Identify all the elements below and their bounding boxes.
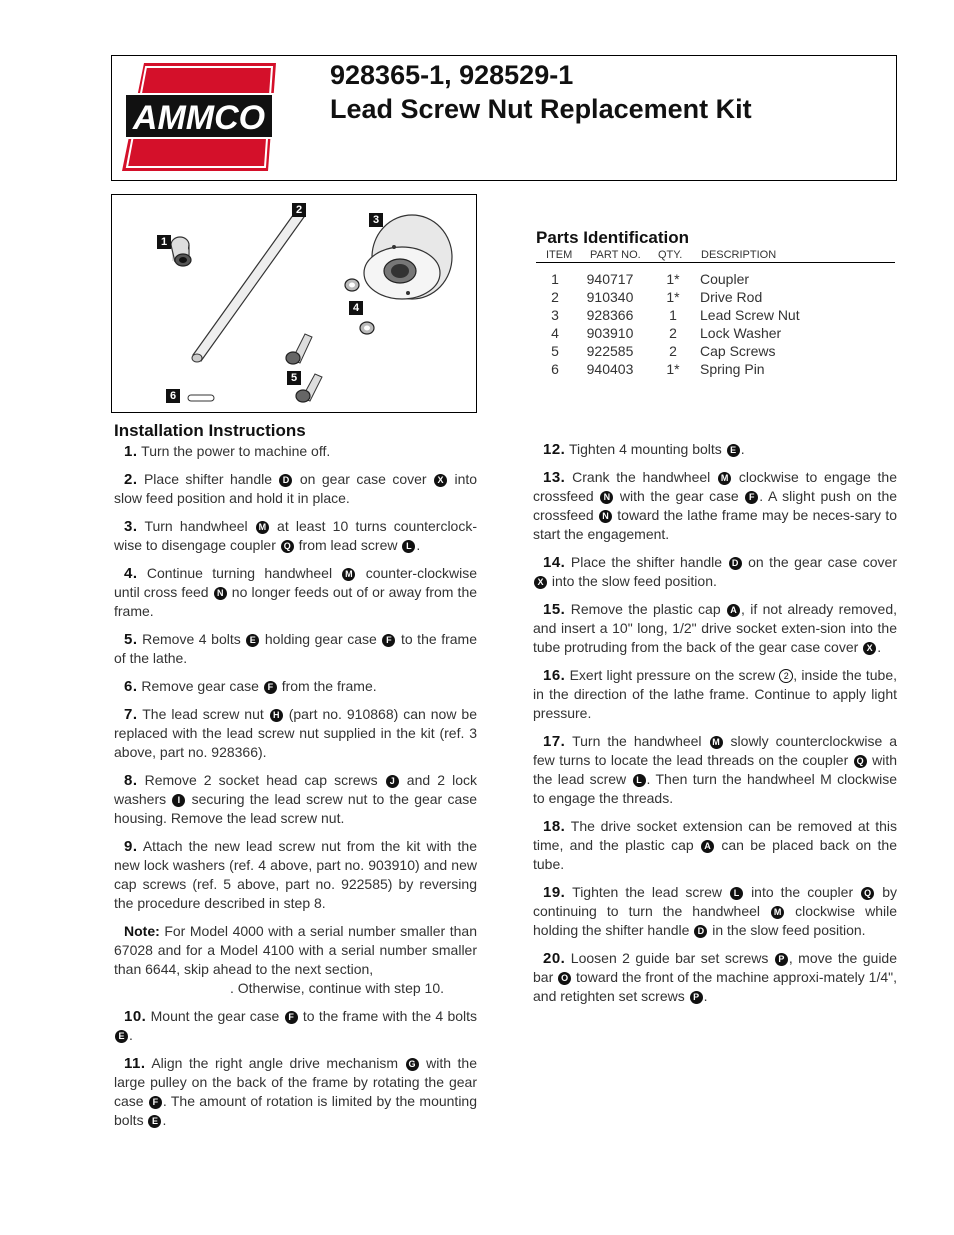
cell-part-no: 922585 — [586, 343, 634, 359]
callout-icon: P — [690, 991, 703, 1004]
cell-item: 1 — [551, 271, 559, 287]
callout-icon: L — [633, 774, 646, 787]
cell-description: Lead Screw Nut — [700, 307, 800, 323]
step-7: 7. The lead screw nut H (part no. 910868) can now be replaced with the lead screw nut supplied in the kit (ref. 3 above, part no. 928366). — [114, 706, 477, 760]
step-8: 8. Remove 2 socket head cap screws J and 2 lock washers I securing the lead screw nut to the gear case housing. Remove the lead screw nut. — [114, 772, 478, 826]
cell-item: 6 — [551, 361, 559, 377]
table-row — [536, 324, 895, 342]
cell-part-no: 940717 — [586, 271, 634, 287]
callout-icon: D — [729, 557, 742, 570]
logo-text: AMMCO — [132, 99, 266, 137]
cell-description: Coupler — [700, 271, 750, 287]
step-16: 16. Exert light pressure on the screw 2 , inside the tube, in the direction of the lathe frame. Continue to apply light pressure. — [533, 667, 898, 721]
parts-identification — [536, 228, 895, 378]
parts-heading: Parts Identification — [536, 228, 690, 247]
step-19: 19. Tighten the lead screw L into the coupler Q by continuing to turn the handwheel M clockwise while holding the shifter handle D in the slow feed position. — [533, 884, 898, 938]
cell-part-no: 940403 — [586, 361, 634, 377]
callout-icon: E — [727, 444, 740, 457]
callout-icon: N — [214, 587, 227, 600]
callout-icon: M — [771, 906, 784, 919]
callout-icon: M — [710, 736, 723, 749]
callout-icon: E — [115, 1030, 128, 1043]
callout-icon: H — [270, 709, 283, 722]
callout-icon: L — [402, 540, 415, 553]
callout-icon: F — [285, 1011, 298, 1024]
callout-icon: P — [775, 953, 788, 966]
step-3: 3. Turn handwheel M at least 10 turns counterclock-wise to disengage coupler Q from lead screw L . — [114, 518, 478, 553]
step-9: 9. Attach the new lead screw nut from the kit with the new lock washers (ref. 4 above, part no. 903910) and new cap screws (ref. 5 above, part no. 922585) by reversing the procedure described in step 8. — [114, 838, 477, 911]
item-label-3: 3 — [369, 213, 383, 227]
installation-heading: Installation Instructions — [114, 421, 306, 440]
callout-icon: Q — [854, 755, 867, 768]
callout-icon: A — [701, 840, 714, 853]
title-part-numbers: 928365-1, 928529-1 — [330, 60, 574, 90]
callout-icon: X — [534, 576, 547, 589]
callout-icon: M — [342, 568, 355, 581]
callout-icon: E — [246, 634, 259, 647]
cell-description: Drive Rod — [700, 289, 763, 305]
callout-icon: X — [863, 642, 876, 655]
item-label-5: 5 — [287, 371, 301, 385]
item-label-1: 1 — [157, 235, 171, 249]
callout-icon: O — [558, 972, 571, 985]
cell-qty: 1* — [666, 361, 680, 377]
callout-icon: A — [727, 604, 740, 617]
callout-icon: I — [172, 794, 185, 807]
step-5: 5. Remove 4 bolts E holding gear case F to the frame of the lathe. — [114, 631, 478, 666]
step-6: 6. Remove gear case F from the frame. — [124, 678, 377, 695]
callout-icon: D — [694, 925, 707, 938]
callout-icon: M — [256, 521, 269, 534]
step-14: 14. Place the shifter handle D on the gear case cover X into the slow feed position. — [533, 553, 897, 591]
cell-description: Cap Screws — [700, 343, 776, 359]
table-row — [536, 288, 895, 306]
parts-table-body — [536, 270, 895, 378]
parts-table-header — [536, 249, 895, 263]
cell-part-no: 928366 — [586, 307, 634, 323]
cell-description: Lock Washer — [700, 325, 782, 341]
cell-item: 2 — [551, 289, 559, 305]
item-label-2: 2 — [292, 203, 306, 217]
coupler-drawing — [171, 237, 191, 266]
callout-icon: M — [718, 472, 731, 485]
step-11: 11. Align the right angle drive mechanism G with the large pulley on the back of the frame by rotating the gear case F . The amount of rotation is limited by the mounting bolts E . — [114, 1055, 478, 1128]
cell-part-no: 903910 — [586, 325, 634, 341]
step-20: 20. Loosen 2 guide bar set screws P , move the guide bar O toward the front of the machine approxi-mately 1/4", and retighten set screws P . — [533, 950, 898, 1004]
ammco-logo — [122, 63, 276, 171]
cell-item: 5 — [551, 343, 559, 359]
col-qty: QTY. — [658, 249, 683, 261]
cell-qty: 1 — [669, 307, 677, 323]
col-item: ITEM — [546, 249, 573, 261]
callout-icon: Q — [861, 887, 874, 900]
callout-icon: 2 — [779, 669, 793, 683]
callout-icon: E — [148, 1115, 161, 1128]
spring-pin-drawing — [188, 395, 214, 401]
table-row — [536, 306, 895, 324]
instructions-right-column — [533, 440, 897, 1015]
step-12: 12. Tighten 4 mounting bolts E . — [543, 441, 745, 458]
cell-item: 4 — [551, 325, 559, 341]
cell-description: Spring Pin — [700, 361, 765, 377]
table-row — [536, 270, 895, 288]
callout-icon: F — [382, 634, 395, 647]
callout-icon: F — [264, 681, 277, 694]
cell-part-no: 910340 — [586, 289, 634, 305]
item-label-4: 4 — [349, 301, 363, 315]
callout-icon: X — [434, 474, 447, 487]
item-label-6: 6 — [166, 389, 180, 403]
step-18: 18. The drive socket extension can be removed at this time, and the plastic cap A can be placed back on the tube. — [533, 818, 898, 872]
step-17: 17. Turn the handwheel M slowly counterclockwise a few turns to locate the lead threads on the coupler Q with the lead screw L . Then turn the handwheel M clockwise to engage the threads. — [533, 733, 898, 806]
step-4: 4. Continue turning handwheel M counter-clockwise until cross feed N no longer feeds out of or away from the frame. — [114, 565, 478, 619]
note: Note: For Model 4000 with a serial number smaller than 67028 and for a Model 4100 with a serial number smaller than 6644, skip ahead to the next section, . Otherwise, continue with step 10. — [114, 923, 477, 996]
cell-qty: 2 — [669, 325, 677, 341]
title-kit-name: Lead Screw Nut Replacement Kit — [330, 94, 752, 124]
lead-screw-nut-drawing — [364, 215, 452, 299]
callout-icon: G — [406, 1058, 419, 1071]
callout-icon: F — [149, 1096, 162, 1109]
callout-icon: F — [745, 491, 758, 504]
callout-icon: N — [600, 491, 613, 504]
table-row — [536, 342, 895, 360]
cell-qty: 2 — [669, 343, 677, 359]
cell-qty: 1* — [666, 289, 680, 305]
cap-screw-drawing — [286, 334, 322, 402]
drive-rod-drawing — [192, 211, 304, 362]
step-1: 1. Turn the power to machine off. — [124, 443, 331, 460]
col-description: DESCRIPTION — [701, 249, 777, 261]
callout-icon: L — [730, 887, 743, 900]
step-15: 15. Remove the plastic cap A , if not already removed, and insert a 10" long, 1/2" drive socket exten-sion into the tube protruding from the back of the gear case cover X . — [533, 601, 898, 655]
step-13: 13. Crank the handwheel M clockwise to engage the crossfeed N with the gear case F . A slight push on the crossfeed N toward the lathe frame may be neces-sary to start the engagement. — [533, 469, 898, 542]
parts-figure — [111, 194, 477, 413]
table-row — [536, 360, 895, 378]
callout-icon: J — [386, 775, 399, 788]
step-10: 10. Mount the gear case F to the frame with the 4 bolts E . — [114, 1007, 477, 1045]
cell-item: 3 — [551, 307, 559, 323]
callout-icon: D — [279, 474, 292, 487]
instructions-left-column — [114, 421, 477, 1139]
page-title — [330, 58, 752, 126]
step-2: 2. Place shifter handle D on gear case cover X into slow feed position and hold it in place. — [114, 471, 478, 506]
col-part-no: PART NO. — [590, 249, 641, 261]
cell-qty: 1* — [666, 271, 680, 287]
callout-icon: Q — [281, 540, 294, 553]
callout-icon: N — [599, 510, 612, 523]
